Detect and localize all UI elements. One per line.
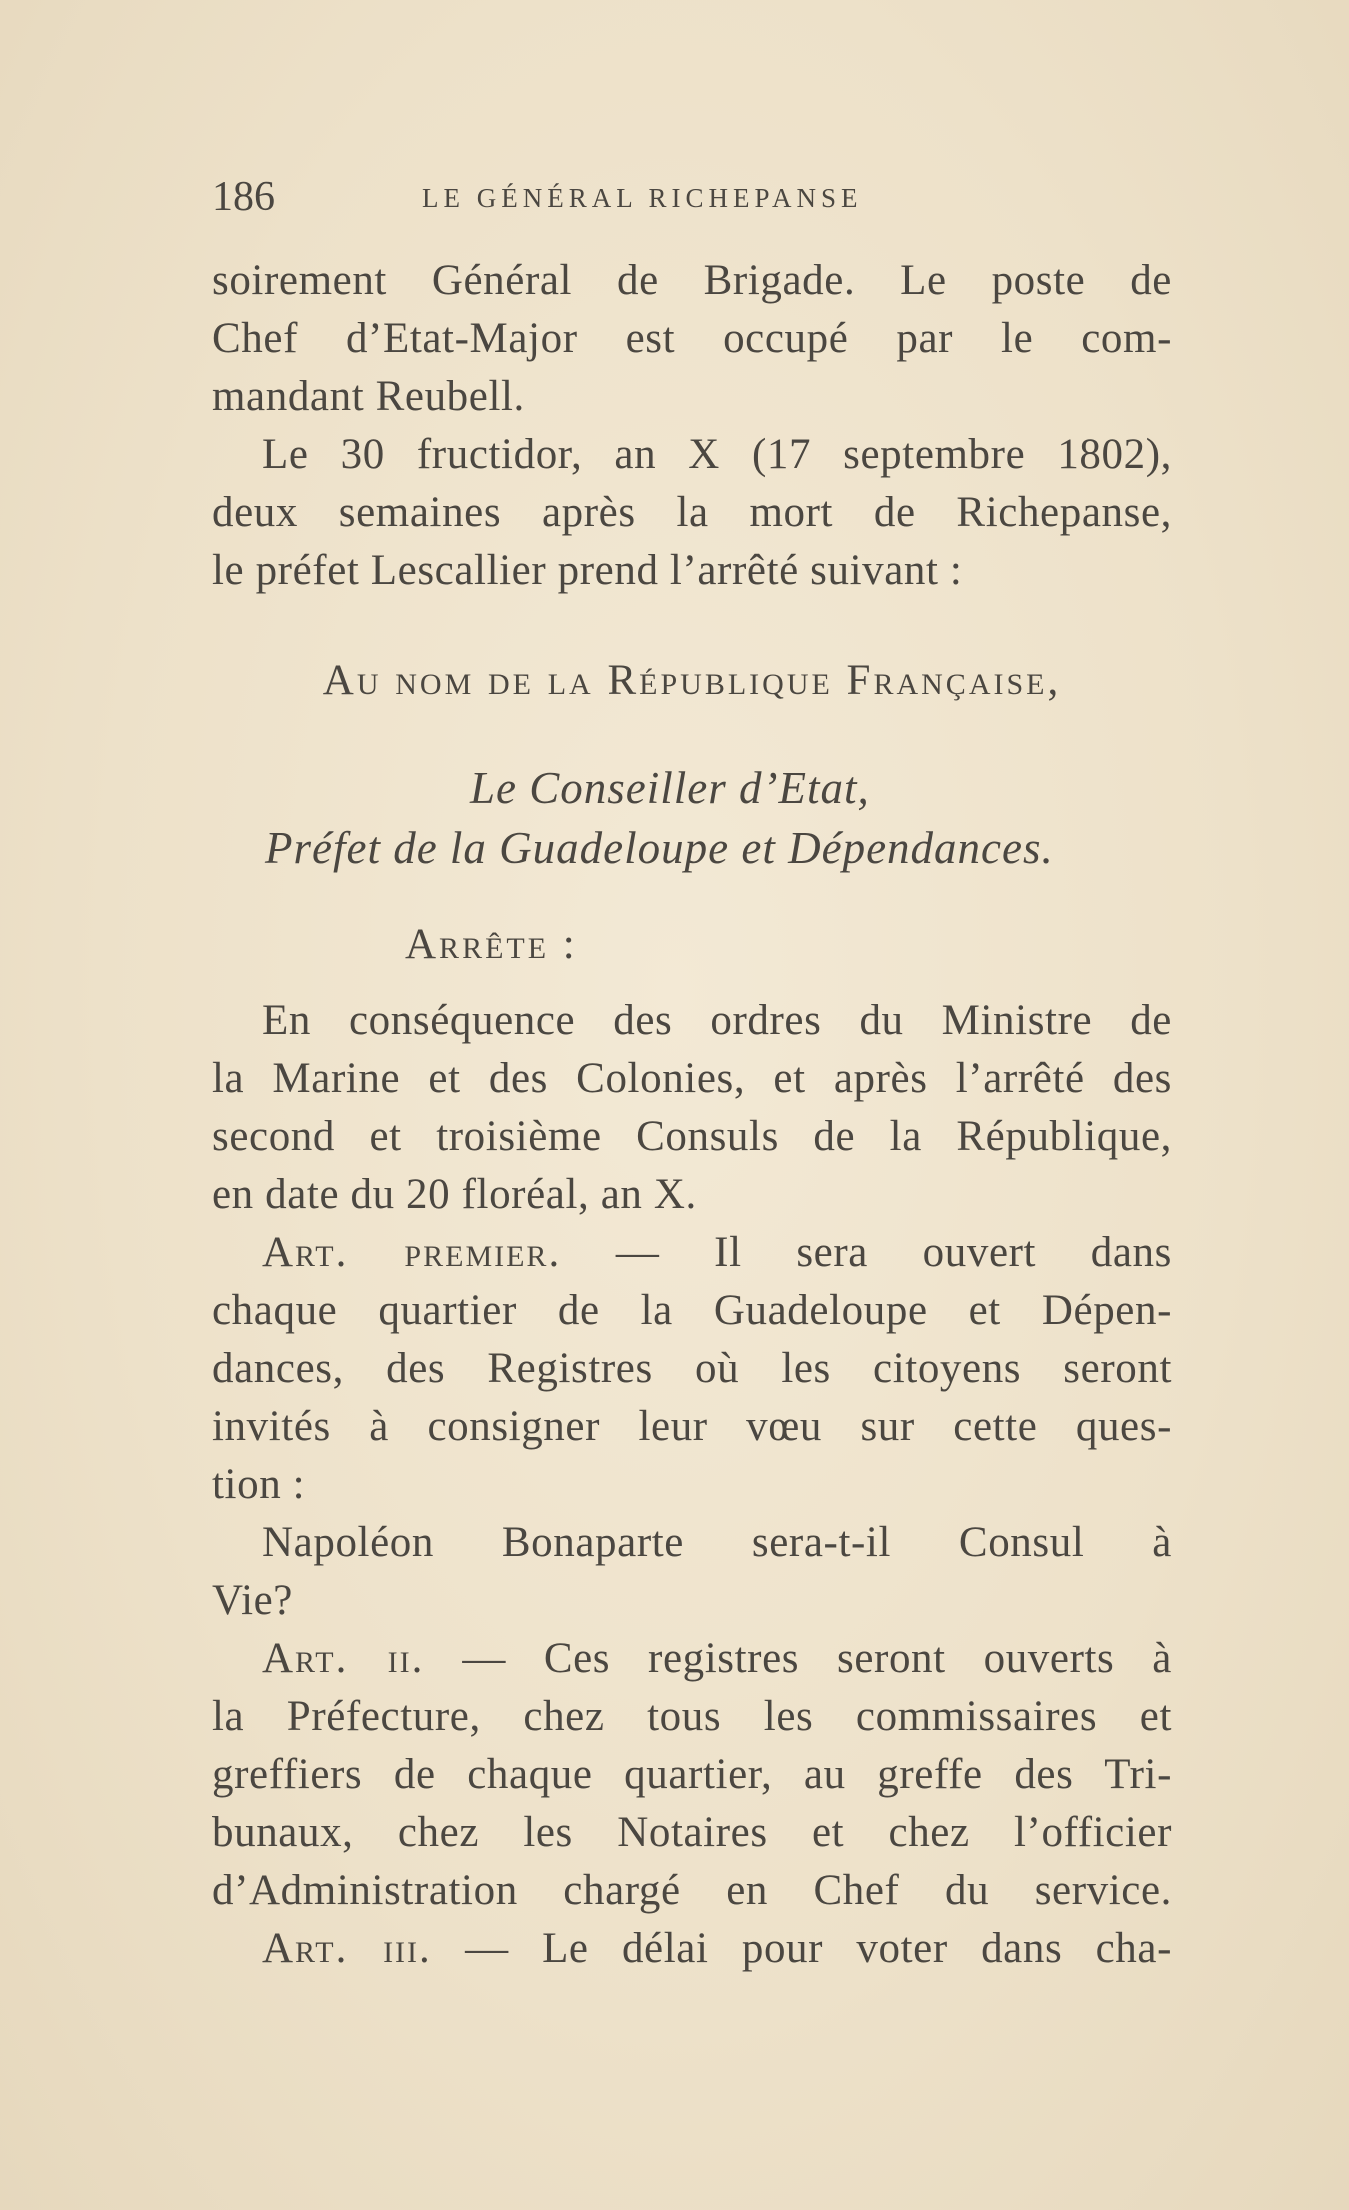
authority-line-2: Préfet de la Guadeloupe et Dépendances. — [265, 823, 1054, 873]
authority-line-1: Le Conseiller d’Etat, — [470, 763, 870, 813]
preamble-line-1: En conséquence des ordres du Ministre de — [262, 997, 1172, 1044]
question-line-1: Napoléon Bonaparte sera-t-il Consul à — [262, 1519, 1172, 1566]
intro-line-1: soirement Général de Brigade. Le poste de — [212, 257, 1172, 304]
article-1-first-line — [212, 1224, 1172, 1282]
intro-line-3: mandant Reubell. — [212, 373, 525, 420]
preamble-line-4: en date du 20 floréal, an X. — [212, 1171, 697, 1218]
preamble-line-3: second et troisième Consuls de la République, — [212, 1113, 1172, 1160]
article-3-first-line-text: — Le délai pour voter dans cha- — [465, 1925, 1173, 1972]
question-line-2: Vie? — [212, 1577, 293, 1624]
intro-line-4: Le 30 fructidor, an X (17 septembre 1802), — [262, 431, 1172, 478]
running-title: LE GÉNÉRAL RICHEPANSE — [422, 183, 863, 213]
decree-heading: Au nom de la République Française, — [322, 657, 1062, 704]
article-2-line-4: bunaux, chez les Notaires et chez l’officier — [212, 1809, 1172, 1856]
intro-line-2: Chef d’Etat-Major est occupé par le com- — [212, 315, 1172, 362]
article-1-line-5: tion : — [212, 1461, 306, 1508]
article-3-label: Art. iii. — [262, 1925, 432, 1972]
preamble-line-2: la Marine et des Colonies, et après l’arrêté des — [212, 1055, 1172, 1102]
article-2-first-line — [212, 1630, 1172, 1688]
article-1-label: Art. premier. — [262, 1229, 562, 1276]
article-2-first-line-text: — Ces registres seront ouverts à — [462, 1635, 1172, 1682]
article-3-first-line — [212, 1920, 1172, 1978]
page-number: 186 — [212, 174, 275, 220]
intro-line-5: deux semaines après la mort de Richepanse, — [212, 489, 1172, 536]
article-2-line-5: d’Administration chargé en Chef du service. — [212, 1867, 1172, 1914]
article-2-line-2: la Préfecture, chez tous les commissaires et — [212, 1693, 1172, 1740]
article-1-line-4: invités à consigner leur vœu sur cette ques- — [212, 1403, 1172, 1450]
intro-line-6: le préfet Lescallier prend l’arrêté suivant : — [212, 547, 963, 594]
article-1-first-line-text: — Il sera ouvert dans — [615, 1229, 1172, 1276]
page-header — [212, 168, 1172, 228]
article-2-line-3: greffiers de chaque quartier, au greffe des Tri- — [212, 1751, 1172, 1798]
article-2-label: Art. ii. — [262, 1635, 425, 1682]
article-1-line-3: dances, des Registres où les citoyens seront — [212, 1345, 1172, 1392]
article-1-line-2: chaque quartier de la Guadeloupe et Dépen- — [212, 1287, 1172, 1334]
arrete-heading: Arrête : — [405, 921, 578, 968]
